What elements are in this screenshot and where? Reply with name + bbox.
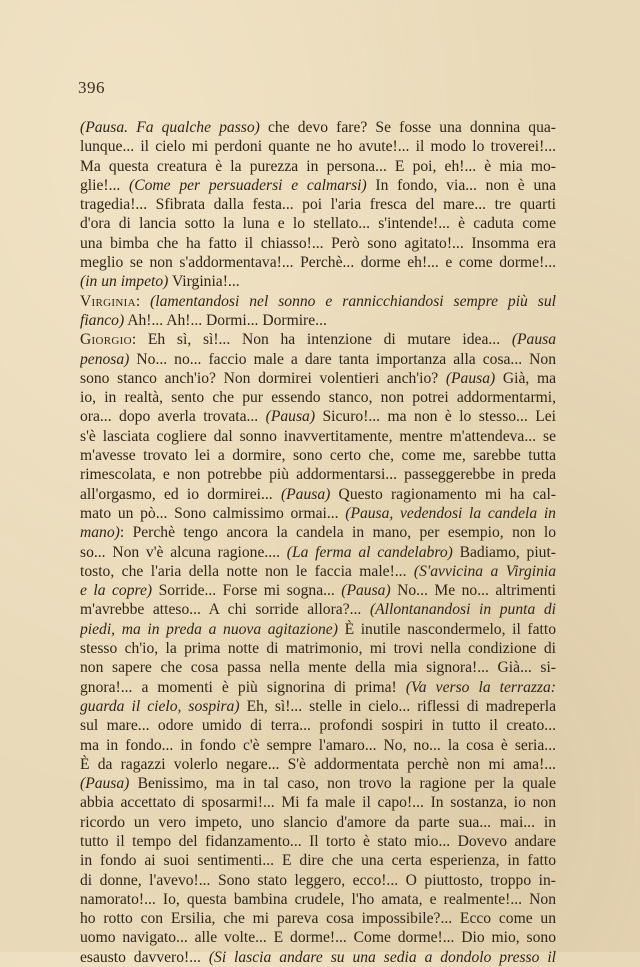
dialogue-text: Eh, sì!... stelle in cielo... riflessi di madreperla [239, 697, 556, 715]
stage-direction: (Pausa. Fa qualche passo) [80, 119, 260, 136]
dialogue-text: È da ragazzi volerlo negare... S'è addormentata perchè non mi ama!... [80, 755, 556, 773]
dialogue-text: abbia accettato di sposarmi!... Mi fa male il capo!... In sostanza, io non [80, 794, 556, 812]
text-body [80, 118, 556, 967]
text-line [80, 678, 556, 697]
text-line [80, 504, 556, 523]
text-line [80, 851, 556, 870]
dialogue-text: Sicuro!... ma non è lo stesso... Lei [315, 408, 556, 426]
dialogue-text: di donne, l'avevo!... Sono stato leggero, ecco!... O piuttosto, troppo in- [80, 871, 556, 889]
stage-direction: e la copre) [80, 582, 153, 600]
text-line [80, 330, 556, 349]
text-line [80, 407, 556, 426]
dialogue-text: Sorride... Forse mi sogna... [152, 582, 342, 600]
text-line [80, 890, 556, 909]
stage-direction: (Pausa) [265, 408, 316, 426]
dialogue-text: ho rotto con Ersilia, che mi pareva cosa impossibile?... Ecco come un [80, 910, 556, 928]
text-line [80, 600, 556, 619]
dialogue-text: so... Non v'è alcuna ragione.... [80, 543, 287, 561]
text-line [80, 871, 556, 890]
text-line [80, 465, 556, 484]
stage-direction: (in un impeto) [80, 273, 169, 291]
speaker-name: Virginia [80, 292, 136, 310]
dialogue-text: Virginia!... [168, 273, 240, 291]
dialogue-text: sul mare... odore umido di terra... profondi sospiri in tutto il creato... [80, 717, 556, 735]
dialogue-text: Ah!... Ah!... Dormi... Dormire... [124, 311, 327, 329]
stage-direction: (Allontanandosi in punta di [369, 601, 556, 619]
stage-direction: (Pausa) [445, 369, 496, 387]
dialogue-text: stesso ch'io, la prima notte di matrimonio, mi trovi nella condizione di [80, 640, 556, 658]
dialogue-text: tosto, che l'aria della notte non le faccia male!... [80, 562, 414, 580]
dialogue-text: non sapere che cosa passa nella mente della mia signora!... Già... si- [80, 659, 556, 677]
text-line [80, 813, 556, 832]
dialogue-text: glie!... [80, 176, 130, 194]
text-line [80, 658, 556, 677]
stage-direction: mano) [80, 524, 120, 542]
text-line [80, 793, 556, 812]
text-line [80, 774, 556, 793]
stage-direction: (Pausa) [80, 775, 130, 793]
text-line [80, 562, 556, 581]
stage-direction: (La ferma al candelabro) [286, 543, 453, 561]
stage-direction: penosa) [80, 350, 130, 368]
text-line [80, 234, 556, 253]
text-line [80, 909, 556, 928]
text-line [80, 832, 556, 851]
text-line [80, 272, 556, 291]
dialogue-text: tragedia!... Sfibrata dalla festa... poi l'aria fresca del mare... tre quarti [80, 196, 556, 214]
dialogue-text: Benissimo, ma in tal caso, non trovo la ragione per la quale [129, 775, 556, 793]
text-line [80, 581, 556, 600]
stage-direction: (S'avvicina a Virginia [413, 562, 556, 580]
text-line [80, 157, 556, 176]
text-line [80, 311, 556, 330]
dialogue-text: In fondo, via... non è una [366, 176, 556, 194]
text-line [80, 253, 556, 272]
dialogue-text: lunque... il cielo mi perdoni quante ne ho avute!... il modo lo troverei!... [80, 138, 556, 156]
dialogue-text: Questo ragionamento mi ha cal- [330, 485, 556, 503]
stage-direction: guarda il cielo, sospira) [80, 697, 240, 715]
stage-direction: piedi, ma in preda a nuova agitazione) [80, 620, 338, 638]
text-line [80, 427, 556, 446]
dialogue-text: gnora!... a momenti è più signorina di prima! [80, 678, 406, 696]
stage-direction: (Pausa) [280, 485, 331, 503]
dialogue-text: : [135, 292, 151, 310]
dialogue-text: mato un pò... Sono calmissimo ormai... [80, 504, 346, 522]
dialogue-text: : Eh sì, sì!... Non ha intenzione di mutare idea... [131, 331, 512, 349]
dialogue-text: rimescolata, e non potrebbe più addormentarsi... passeggerebbe in preda [80, 466, 556, 484]
dialogue-text: ma in fondo... in fondo c'è sempre l'amaro... No, no... la cosa è seria... [80, 736, 556, 754]
text-line [80, 176, 556, 195]
stage-direction: (Pausa [511, 331, 556, 349]
text-line [80, 350, 556, 369]
stage-direction: (Va verso la terrazza: [405, 678, 556, 696]
text-line [80, 639, 556, 658]
stage-direction: (Come per persuadersi e calmarsi) [129, 176, 367, 194]
page-number: 396 [78, 78, 105, 97]
text-line [80, 620, 556, 639]
dialogue-text: meglio se non s'addormentava!... Perchè... dorme eh!... e come dorme!... [80, 254, 556, 272]
dialogue-text: Badiamo, piut- [452, 543, 556, 561]
dialogue-text: Ma questa creatura è la purezza in persona... E poi, eh!... è mia mo- [80, 157, 556, 175]
dialogue-text: all'orgasmo, ed io dormirei... [80, 485, 281, 503]
stage-direction: (lamentandosi nel sonno e rannicchiandosi sempre più sul [150, 292, 556, 310]
text-line [80, 928, 556, 947]
text-line [80, 755, 556, 774]
dialogue-text: Già, ma [495, 369, 556, 387]
dialogue-text: tutto il tempo del fidanzamento... Il torto è stato mio... Dovevo andare [80, 832, 556, 850]
dialogue-text: ora... dopo averla trovata... [80, 408, 266, 426]
text-line [80, 485, 556, 504]
dialogue-text: in fondo ai suoi sentimenti... E dire che una certa esperienza, in fatto [80, 852, 556, 870]
dialogue-text: una bimba che ha fatto il chiasso!... Però sono agitato!... Insomma era [80, 234, 556, 252]
text-line [80, 716, 556, 735]
stage-direction: (Pausa, vedendosi la candela in [345, 504, 556, 522]
speaker-name: Giorgio [80, 331, 132, 349]
text-line [80, 214, 556, 233]
dialogue-text: m'avrebbe atteso... A chi sorride allora?... [80, 601, 370, 619]
dialogue-text: uomo navigato... alle volte... E dorme!... Come dorme!... Dio mio, sono [80, 929, 556, 947]
dialogue-text: ricordo un vero impeto, uno slancio d'amore da parte sua... mai... in [80, 813, 556, 831]
dialogue-text: sono stanco anch'io? Non dormirei volentieri anch'io? [80, 369, 446, 387]
text-line [80, 948, 556, 967]
text-line [80, 137, 556, 156]
dialogue-text: m'avesse trovato lei a dormire, sono certo che, come me, sarebbe tutta [80, 447, 556, 465]
dialogue-text: esausto davvero!... [80, 948, 209, 966]
dialogue-text: È inutile nascondermelo, il fatto [337, 620, 556, 638]
text-line [80, 446, 556, 465]
text-line [80, 388, 556, 407]
text-line [80, 736, 556, 755]
stage-direction: (Si lascia andare su una sedia a dondolo presso il [208, 948, 556, 966]
text-line [80, 697, 556, 716]
dialogue-text: No... Me no... altrimenti [390, 582, 556, 600]
text-line [80, 543, 556, 562]
dialogue-text: io, in realtà, sento che pur essendo stanco, non potrei addormentarmi, [80, 389, 556, 407]
text-line [80, 118, 556, 137]
dialogue-text: namorato!... Io, questa bambina crudele, l'ho amata, e realmente!... Non [80, 890, 556, 908]
stage-direction: fianco) [80, 311, 125, 329]
dialogue-text: d'ora di lancia sotto la luna e lo stellato... s'intende!... è caduta come [80, 215, 556, 233]
dialogue-text: : Perchè tengo ancora la candela in mano, per esempio, non lo [119, 524, 556, 542]
text-line [80, 292, 556, 311]
text-line [80, 369, 556, 388]
dialogue-text: che devo fare? Se fosse una donnina qua- [259, 119, 556, 136]
text-line [80, 523, 556, 542]
text-line [80, 195, 556, 214]
dialogue-text: No... no... faccio male a dare tanta importanza alla cosa... Non [129, 350, 556, 368]
dialogue-text: s'è lasciata cogliere dal sonno inavvertitamente, mentre m'attendeva... se [80, 427, 556, 445]
stage-direction: (Pausa) [341, 582, 391, 600]
